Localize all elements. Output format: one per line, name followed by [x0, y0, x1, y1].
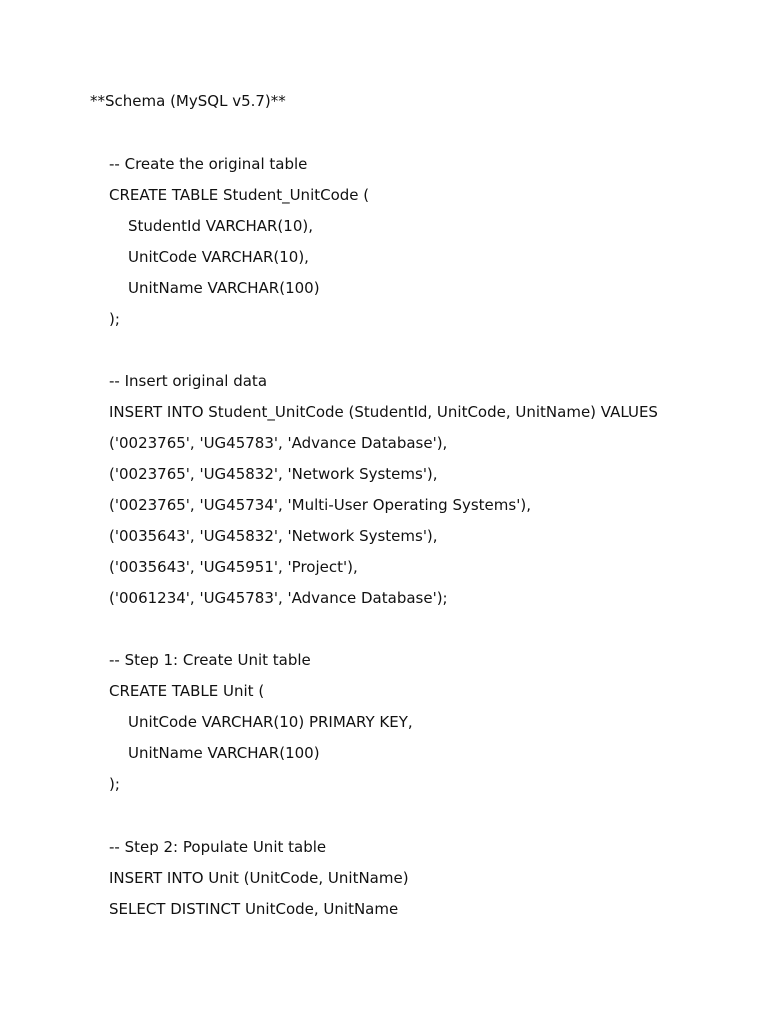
code-line: CREATE TABLE Unit (	[109, 682, 265, 701]
code-line: ('0061234', 'UG45783', 'Advance Database');	[109, 589, 448, 608]
code-line: SELECT DISTINCT UnitCode, UnitName	[109, 899, 399, 918]
code-line: );	[109, 310, 120, 328]
blank-line	[90, 805, 750, 836]
code-line: UnitName VARCHAR(100)	[128, 744, 320, 763]
schema-heading: **Schema (MySQL v5.7)**	[90, 92, 286, 110]
code-line: );	[109, 775, 120, 794]
code-line: UnitCode VARCHAR(10),	[128, 248, 309, 266]
code-line: ('0023765', 'UG45832', 'Network Systems'),	[109, 465, 438, 484]
blank-line	[90, 340, 750, 371]
code-line: ('0023765', 'UG45734', 'Multi-User Operating Systems'),	[109, 496, 531, 515]
blank-line	[90, 619, 750, 650]
code-line: INSERT INTO Unit (UnitCode, UnitName)	[109, 868, 409, 887]
code-comment: -- Step 2: Populate Unit table	[109, 837, 327, 856]
code-line: UnitCode VARCHAR(10) PRIMARY KEY,	[128, 713, 413, 732]
code-line: ('0023765', 'UG45783', 'Advance Database'),	[109, 434, 448, 453]
code-comment: -- Step 1: Create Unit table	[109, 651, 311, 670]
code-line: INSERT INTO Student_UnitCode (StudentId, UnitCode, UnitName) VALUES	[109, 403, 658, 422]
code-line: CREATE TABLE Student_UnitCode (	[109, 186, 370, 204]
code-comment: -- Insert original data	[109, 372, 268, 391]
code-comment: -- Create the original table	[109, 155, 308, 173]
code-line: UnitName VARCHAR(100)	[128, 279, 320, 297]
code-line: StudentId VARCHAR(10),	[128, 217, 313, 235]
sql-code-block	[90, 154, 750, 930]
code-line: ('0035643', 'UG45951', 'Project'),	[109, 558, 358, 577]
code-line: ('0035643', 'UG45832', 'Network Systems'),	[109, 527, 438, 546]
